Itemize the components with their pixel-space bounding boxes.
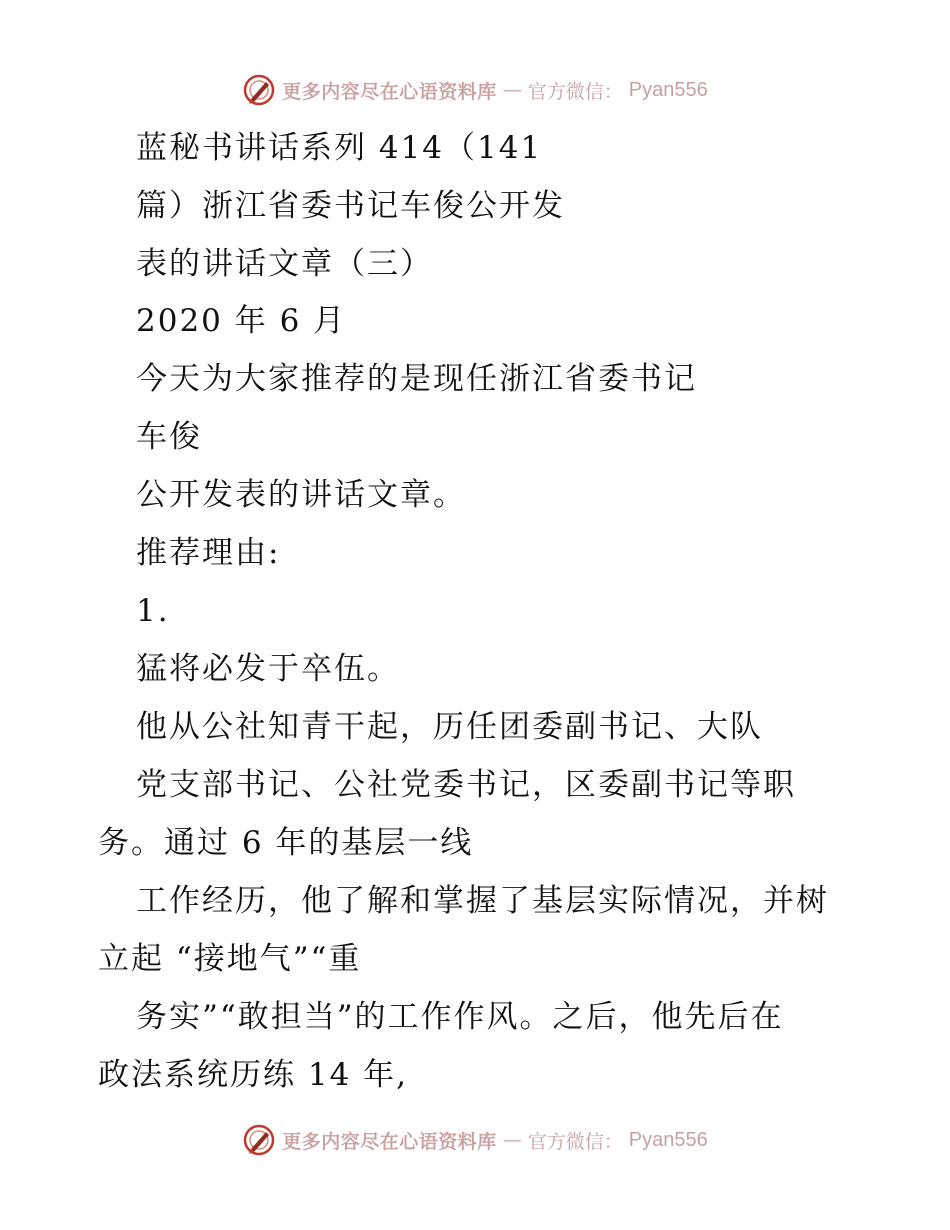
text-line: 他从公社知青干起，历任团委副书记、大队 xyxy=(136,709,763,745)
text-line: 工作经历，他了解和掌握了基层实际情况，并树 xyxy=(136,883,829,919)
text-line: 公开发表的讲话文章。 xyxy=(136,477,466,513)
banner-dash: — xyxy=(502,79,522,101)
banner-wechat-label: 官方微信： xyxy=(527,1130,623,1153)
text-line: 党支部书记、公社党委书记，区委副书记等职 xyxy=(136,767,796,803)
footer-banner xyxy=(0,1120,950,1160)
text-line: 今天为大家推荐的是现任浙江省委书记 xyxy=(136,361,697,397)
banner-wechat-id: Pyan556 xyxy=(628,78,708,101)
header-banner xyxy=(0,70,950,110)
text-line: 1. xyxy=(136,593,170,629)
banner-title: 更多内容尽在心语资料库 xyxy=(282,1130,497,1153)
banner-wechat-label: 官方微信： xyxy=(527,80,623,103)
banner-title: 更多内容尽在心语资料库 xyxy=(282,80,497,103)
banner-wechat-id: Pyan556 xyxy=(628,1128,708,1151)
pen-logo-icon xyxy=(242,73,276,107)
text-line: 蓝秘书讲话系列 414（141 xyxy=(136,130,543,166)
text-line: 篇）浙江省委书记车俊公开发 xyxy=(136,188,565,224)
pen-logo-icon xyxy=(242,1123,276,1157)
banner-dash: — xyxy=(502,1129,522,1151)
text-line: 务实”“敢担当”的工作作风。之后，他先后在 xyxy=(136,999,784,1035)
text-line: 推荐理由: xyxy=(136,535,281,571)
text-line: 2020 年 6 月 xyxy=(136,303,347,339)
text-line: 车俊 xyxy=(136,419,202,455)
text-line: 务。通过 6 年的基层一线 xyxy=(98,825,474,861)
text-line: 猛将必发于卒伍。 xyxy=(136,651,400,687)
text-line: 政法系统历练 14 年, xyxy=(98,1057,409,1093)
text-line: 立起 “接地气”“重 xyxy=(98,941,362,977)
text-line: 表的讲话文章（三） xyxy=(136,246,433,282)
